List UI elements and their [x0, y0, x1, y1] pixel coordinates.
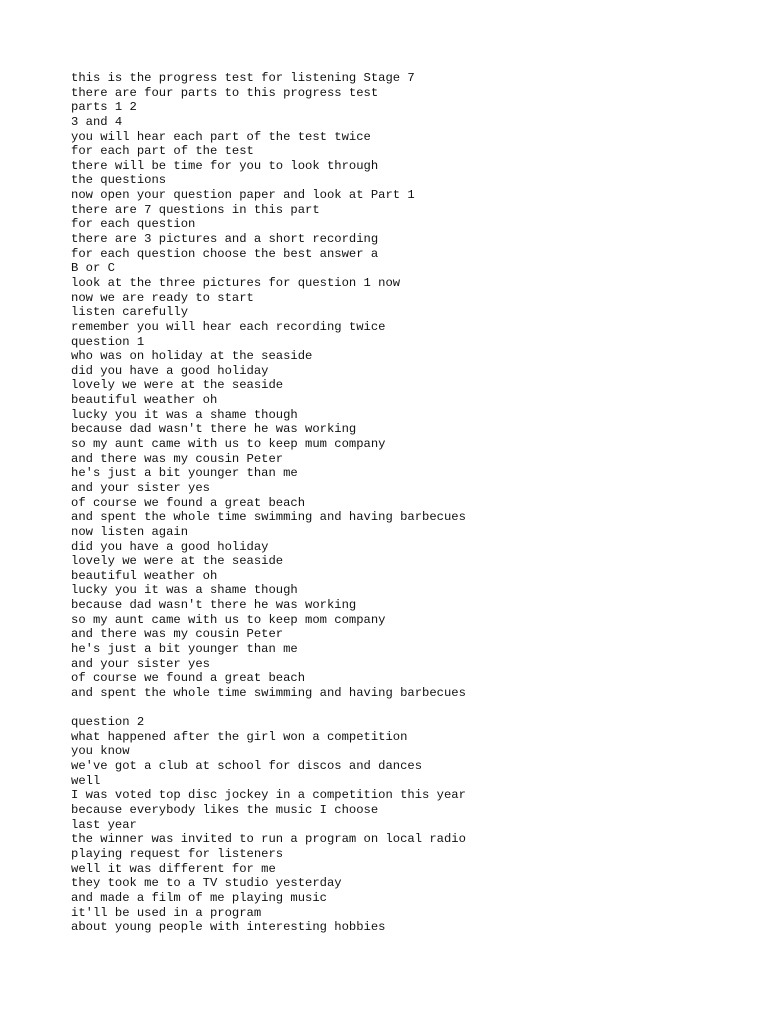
transcript-line: who was on holiday at the seaside — [71, 349, 313, 364]
transcript-page — [71, 71, 751, 935]
transcript-line: this is the progress test for listening Stage 7 — [71, 71, 415, 85]
transcript-line — [71, 701, 751, 716]
transcript-line: of course we found a great beach — [71, 495, 306, 510]
transcript-line: remember you will hear each recording twice — [71, 319, 386, 334]
transcript-line: lovely we were at the seaside — [71, 554, 284, 569]
transcript-line: and made a film of me playing music — [71, 890, 327, 905]
transcript-line: now open your question paper and look at Part 1 — [71, 188, 415, 203]
transcript-line: and there was my cousin Peter — [71, 627, 284, 642]
transcript-line: about young people with interesting hobbies — [71, 920, 386, 935]
transcript-line: they took me to a TV studio yesterday — [71, 876, 342, 891]
transcript-line: we've got a club at school for discos and dances — [71, 759, 423, 774]
transcript-line: lucky you it was a shame though — [71, 407, 298, 422]
transcript-line: the winner was invited to run a program on local radio — [71, 832, 466, 847]
transcript-line: he's just a bit younger than me — [71, 641, 298, 656]
transcript-line: and your sister yes — [71, 480, 210, 495]
transcript-line: for each part of the test — [71, 144, 254, 159]
transcript-line: there are 3 pictures and a short recording — [71, 232, 379, 247]
transcript-line: playing request for listeners — [71, 846, 284, 861]
transcript-line: for each question — [71, 217, 196, 232]
transcript-line: question 2 — [71, 715, 145, 730]
transcript-line: the questions — [71, 173, 167, 188]
transcript-line: there are four parts to this progress test — [71, 85, 379, 100]
transcript-line: last year — [71, 817, 137, 832]
transcript-line: B or C — [71, 261, 115, 276]
transcript-line: question 1 — [71, 334, 145, 349]
transcript-line: because dad wasn't there he was working — [71, 422, 357, 437]
transcript-line: well — [71, 773, 101, 788]
transcript-line: and spent the whole time swimming and having barbecues — [71, 510, 466, 525]
transcript-line: what happened after the girl won a competition — [71, 729, 408, 744]
transcript-line: for each question choose the best answer a — [71, 246, 379, 261]
transcript-line: he's just a bit younger than me — [71, 466, 298, 481]
transcript-line: 3 and 4 — [71, 114, 123, 129]
transcript-line: now listen again — [71, 524, 189, 539]
transcript-line: now we are ready to start — [71, 290, 254, 305]
transcript-line: did you have a good holiday — [71, 539, 269, 554]
transcript-line: well it was different for me — [71, 861, 276, 876]
transcript-line: and there was my cousin Peter — [71, 451, 284, 466]
transcript-line: look at the three pictures for question 1 now — [71, 275, 401, 290]
transcript-line: listen carefully — [71, 305, 189, 320]
transcript-line: of course we found a great beach — [71, 671, 306, 686]
transcript-line: there are 7 questions in this part — [71, 202, 320, 217]
transcript-line: I was voted top disc jockey in a competition this year — [71, 788, 466, 803]
transcript-line: you will hear each part of the test twice — [71, 129, 371, 144]
transcript-line: beautiful weather oh — [71, 393, 218, 408]
transcript-line: and spent the whole time swimming and having barbecues — [71, 685, 466, 700]
transcript-line: you know — [71, 744, 130, 759]
transcript-line: beautiful weather oh — [71, 568, 218, 583]
transcript-line: so my aunt came with us to keep mom company — [71, 612, 386, 627]
transcript-line: because everybody likes the music I choose — [71, 803, 379, 818]
transcript-line: it'll be used in a program — [71, 905, 262, 920]
transcript-line: parts 1 2 — [71, 100, 137, 115]
transcript-line: did you have a good holiday — [71, 363, 269, 378]
transcript-line: so my aunt came with us to keep mum company — [71, 437, 386, 452]
transcript-line: lucky you it was a shame though — [71, 583, 298, 598]
transcript-line: there will be time for you to look through — [71, 158, 379, 173]
transcript-line: and your sister yes — [71, 656, 210, 671]
transcript-line: because dad wasn't there he was working — [71, 598, 357, 613]
transcript-line: lovely we were at the seaside — [71, 378, 284, 393]
